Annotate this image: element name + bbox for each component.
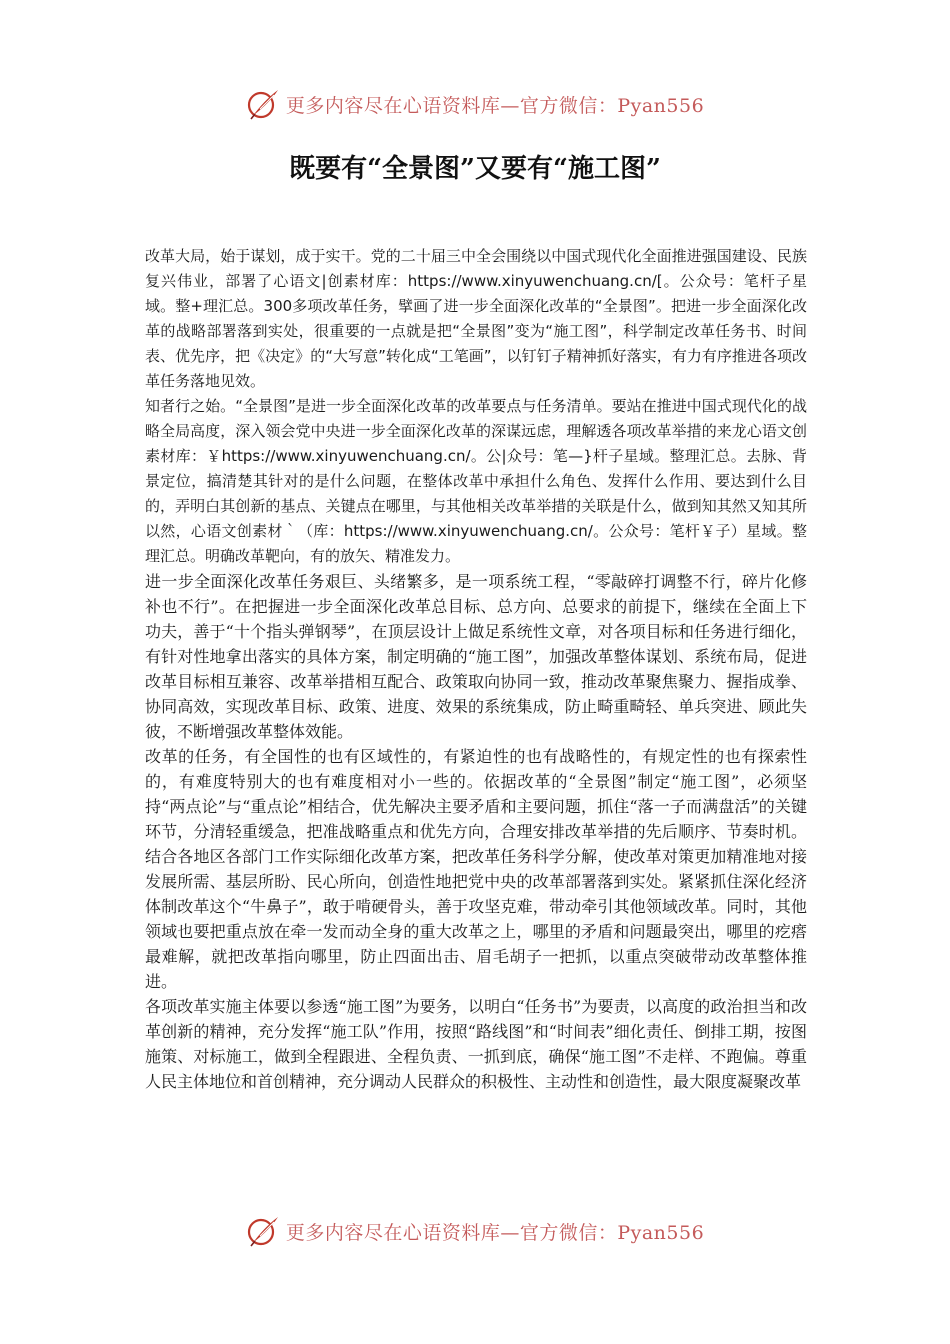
paragraph-3: 进一步全面深化改革任务艰巨、头绪繁多，是一项系统工程，“零敲碎打调整不行，碎片化修补也不行”。在把握进一步全面深化改革总目标、总方向、总要求的前提下，继续在全面上下功夫，善于“十个指头弹钢琴”，在顶层设计上做足系统性文章，对各项目标和任务进行细化，有针对性地拿出落实的具体方案，制定明确的“施工图”，加强改革整体谋划、系统布局，促进改革目标相互兼容、改革举措相互配合、政策取向协同一致，推动改革聚焦聚力、握指成拳、协同高效，实现改革目标、政策、进度、效果的系统集成，防止畸重畸轻、单兵突进、顾此失彼，不断增强改革整体效能。 xyxy=(145,572,807,741)
document-body xyxy=(145,244,807,1094)
banner-text: 更多内容尽在心语资料库—官方微信：Pyan556 xyxy=(285,1221,705,1244)
paragraph-2: 知者行之始。“全景图”是进一步全面深化改革的改革要点与任务清单。要站在推进中国式现代化的战略全局高度，深入领会党中央进一步全面深化改革的深谋远虑，理解透各项改革举措的来龙心语文创素材库：￥https://www.xinyuwenchuang.cn/。公|众号：笔—}杆子星域。整理汇总。去脉、背景定位，搞清楚其针对的是什么问题，在整体改革中承担什么角色、发挥什么作用、要达到什么目的，弄明白其创新的基点、关键点在哪里，与其他相关改革举措的关联是什么，做到知其然又知其所以然，心语文创素材｀（库：https://www.xinyuwenchuang.cn/。公众号：笔杆￥子）星域。整理汇总。明确改革靶向，有的放矢、精准发力。 xyxy=(145,397,807,565)
banner-text: 更多内容尽在心语资料库—官方微信：Pyan556 xyxy=(285,94,705,117)
paragraph-5: 各项改革实施主体要以参透“施工图”为要务，以明白“任务书”为要责，以高度的政治担当和改革创新的精神，充分发挥“施工队”作用，按照“路线图”和“时间表”细化责任、倒排工期，按图施策、对标施工，做到全程跟进、全程负责、一抓到底，确保“施工图”不走样、不跑偏。尊重人民主体地位和首创精神，充分调动人民群众的积极性、主动性和创造性，最大限度凝聚改革 xyxy=(145,997,807,1091)
footer-banner xyxy=(0,1211,950,1251)
paragraph-1: 改革大局，始于谋划，成于实干。党的二十届三中全会围绕以中国式现代化全面推进强国建设、民族复兴伟业，部署了心语文|创素材库：https://www.xinyuwenchuang.cn/[。公众号：笔杆子星域。整+理汇总。300多项改革任务，擘画了进一步全面深化改革的“全景图”。把进一步全面深化改革的战略部署落到实处，很重要的一点就是把“全景图”变为“施工图”，科学制定改革任务书、时间表、优先序，把《决定》的“大写意”转化成“工笔画”，以钉钉子精神抓好落实，有力有序推进各项改革任务落地见效。 xyxy=(145,247,807,390)
header-banner xyxy=(0,84,950,124)
quill-pen-logo-icon xyxy=(246,87,280,121)
document-title: 既要有“全景图”又要有“施工图” xyxy=(289,154,661,184)
quill-pen-logo-icon xyxy=(246,1214,280,1248)
paragraph-4: 改革的任务，有全国性的也有区域性的，有紧迫性的也有战略性的，有规定性的也有探索性的，有难度特别大的也有难度相对小一些的。依据改革的“全景图”制定“施工图”，必须坚持“两点论”与“重点论”相结合，优先解决主要矛盾和主要问题，抓住“落一子而满盘活”的关键环节，分清轻重缓急，把准战略重点和优先方向，合理安排改革举措的先后顺序、节奏时机。结合各地区各部门工作实际细化改革方案，把改革任务科学分解，使改革对策更加精准地对接发展所需、基层所盼、民心所向，创造性地把党中央的改革部署落到实处。紧紧抓住深化经济体制改革这个“牛鼻子”，敢于啃硬骨头，善于攻坚克难，带动牵引其他领域改革。同时，其他领域也要把重点放在牵一发而动全身的重大改革之上，哪里的矛盾和问题最突出，哪里的疙瘩最难解，就把改革指向哪里，防止四面出击、眉毛胡子一把抓，以重点突破带动改革整体推进。 xyxy=(145,747,807,991)
